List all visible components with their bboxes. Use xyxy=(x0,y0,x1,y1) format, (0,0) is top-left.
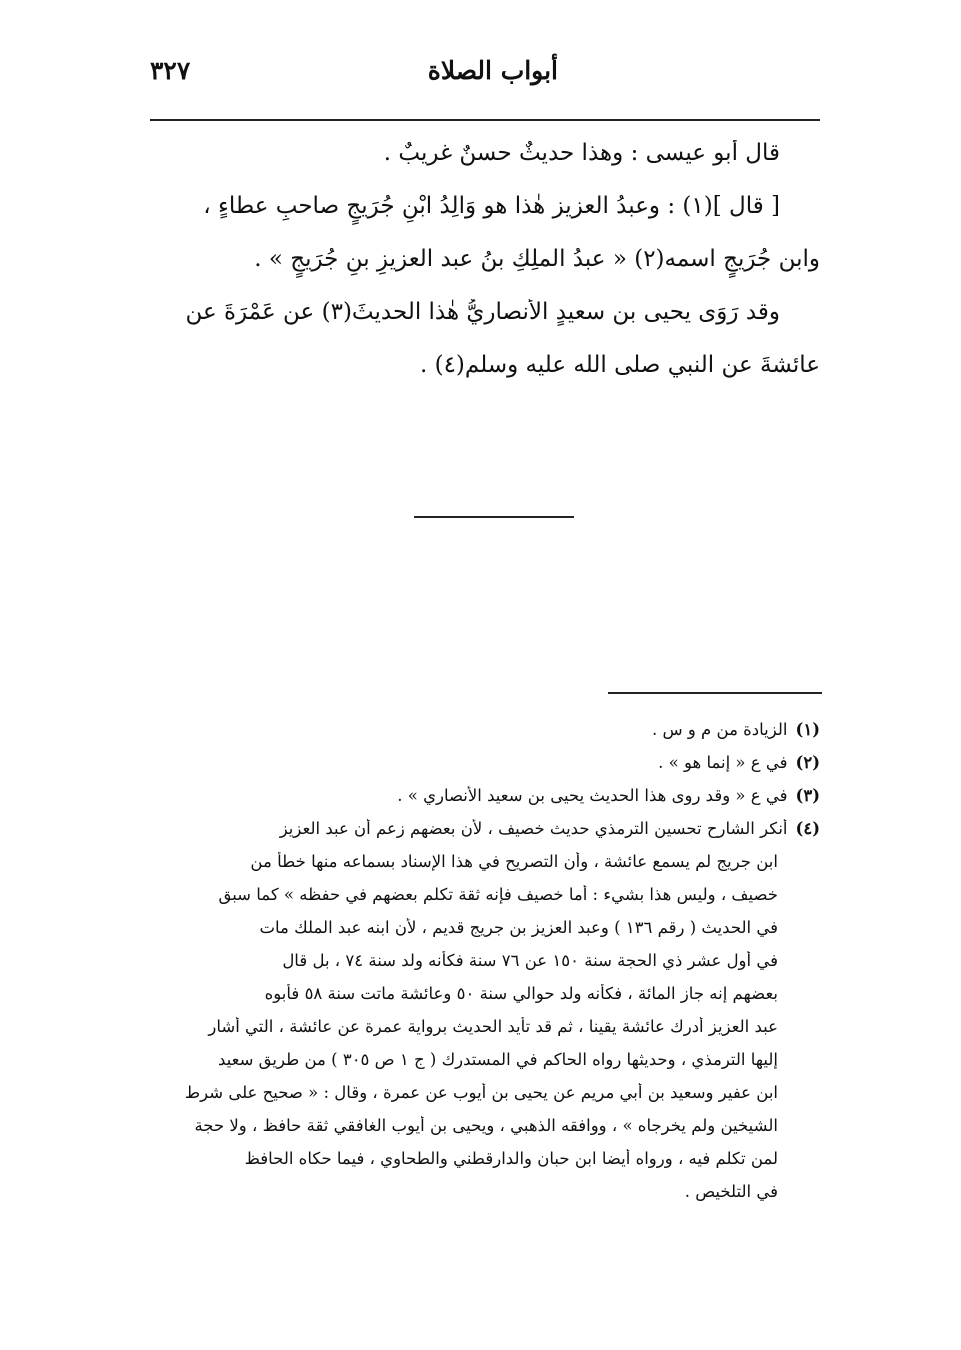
footnotes xyxy=(150,720,820,1215)
chapter-title: أبواب الصلاة xyxy=(427,56,558,85)
footnote-continuation-line: خصيف ، وليس هذا بشيء : أما خصيف فإنه ثقة تكلم بعضهم في حفظه » كما سبق xyxy=(218,885,778,904)
page-number: ٣٢٧ xyxy=(150,56,191,85)
header-rule xyxy=(150,119,820,121)
section-separator xyxy=(414,516,574,518)
main-line: وابن جُرَيجٍ اسمه(٢) « عبدُ الملِكِ بنُ عبد العزيزِ بنِ جُرَيجٍ » . xyxy=(254,246,820,272)
footnote xyxy=(150,720,820,753)
main-line: [ قال ](١) : وعبدُ العزيز هٰذا هو وَالِدُ ابْنِ جُرَيجٍ صاحبِ عطاءٍ ، xyxy=(203,193,780,219)
footnote-text: الزيادة من م و س . xyxy=(651,720,788,739)
main-line: عائشةَ عن النبي صلى الله عليه وسلم(٤) . xyxy=(419,352,820,378)
footnote xyxy=(150,753,820,786)
footnote-text: أنكر الشارح تحسين الترمذي حديث خصيف ، لأن بعضهم زعم أن عبد العزيز xyxy=(279,819,788,838)
footnote-continuation-line: في التلخيص . xyxy=(684,1182,778,1201)
footnote-continuation-line: ابن جريج لم يسمع عائشة ، وأن التصريح في هذا الإسناد بسماعه منها خطأ من xyxy=(250,852,778,871)
footnote-rule xyxy=(608,692,822,694)
footnote-continuation-line: بعضهم إنه جاز المائة ، فكأنه ولد حوالي سنة ٥٠ وعائشة ماتت سنة ٥٨ فأبوه xyxy=(264,984,778,1003)
main-text xyxy=(150,140,820,405)
footnote-continuation-line: في أول عشر ذي الحجة سنة ١٥٠ عن ٧٦ سنة فكأنه ولد سنة ٧٤ ، بل قال xyxy=(282,951,778,970)
footnote xyxy=(150,819,820,852)
footnote-text: في ع « وقد روى هذا الحديث يحيى بن سعيد الأنصاري » . xyxy=(397,786,788,805)
footnote xyxy=(150,786,820,819)
footnote-number: (٣) xyxy=(795,786,820,805)
footnote-number: (٤) xyxy=(795,819,820,838)
footnote-text: في ع « إنما هو » . xyxy=(658,753,788,772)
footnote-continuation-line: لمن تكلم فيه ، ورواه أيضا ابن حبان والدارقطني والطحاوي ، فيما حكاه الحافظ xyxy=(244,1149,778,1168)
footnote-continuation-line: في الحديث ( رقم ١٣٦ ) وعبد العزيز بن جريج قديم ، لأن ابنه عبد الملك مات xyxy=(259,918,778,937)
running-head xyxy=(150,56,820,100)
footnote-continuation-line: عبد العزيز أدرك عائشة يقينا ، ثم قد تأيد الحديث برواية عمرة عن عائشة ، التي أشار xyxy=(208,1017,778,1036)
main-line: وقد رَوَى يحيى بن سعيدٍ الأنصاريُّ هٰذا الحديثَ(٣) عن عَمْرَةَ عن xyxy=(185,299,780,325)
footnote-number: (١) xyxy=(795,720,820,739)
footnote-continuation-line: الشيخين ولم يخرجاه » ، ووافقه الذهبي ، ويحيى بن أيوب الغافقي ثقة حافظ ، ولا حجة xyxy=(194,1116,778,1135)
footnote-continuation-line: ابن عفير وسعيد بن أبي مريم عن يحيى بن أيوب عن عمرة ، وقال : « صحيح على شرط xyxy=(184,1083,778,1102)
footnote-number: (٢) xyxy=(795,753,820,772)
main-line: قال أبو عيسى : وهذا حديثٌ حسنٌ غريبٌ . xyxy=(383,140,780,166)
footnote-continuation-line: إليها الترمذي ، وحديثها رواه الحاكم في المستدرك ( ج ١ ص ٣٠٥ ) من طريق سعيد xyxy=(217,1050,778,1069)
